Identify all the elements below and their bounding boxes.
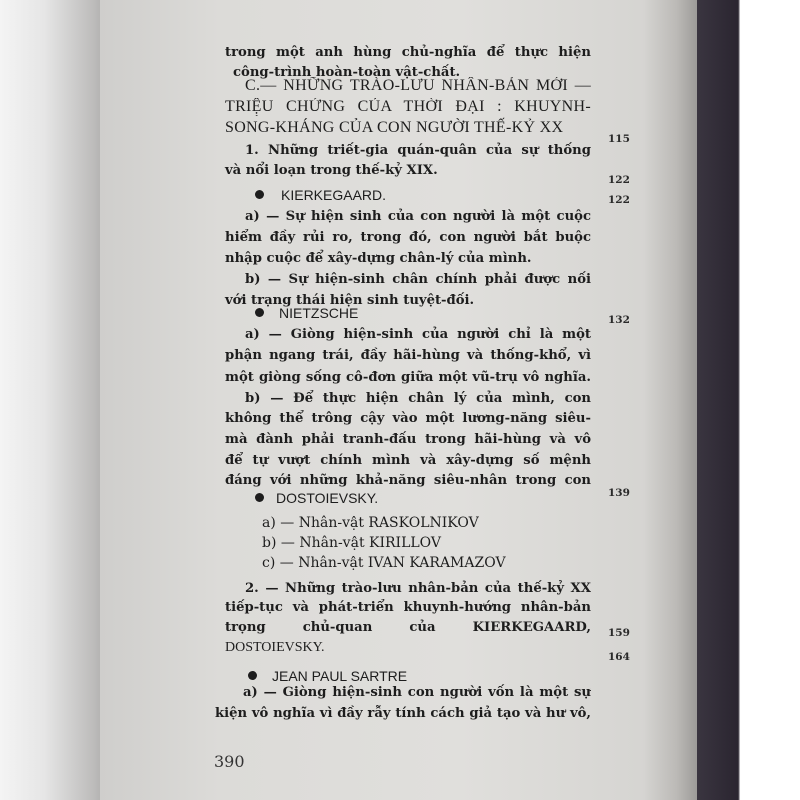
page-number-ref: 122	[608, 194, 630, 206]
text-line: a) — Sự hiện sinh của con người là một cuộc	[245, 209, 591, 224]
author-heading-nietzsche: NIETZSCHE	[279, 305, 359, 321]
text-line: a) — Giòng hiện-sinh con người vốn là một sự	[243, 685, 591, 700]
author-heading-dostoievsky: DOSTOIEVSKY.	[276, 490, 379, 506]
author-heading-sartre: JEAN PAUL SARTRE	[272, 668, 408, 684]
text-line: tiếp-tục và phát-triển khuynh-hướng nhân-bản	[225, 600, 591, 615]
text-line: để tự vượt chính mình và xây-dựng số mệnh	[225, 453, 591, 468]
text-line: b) — Sự hiện-sinh chân chính phải được nối	[245, 272, 591, 287]
page-footer-number: 390	[214, 752, 245, 771]
page-number-ref: 122	[608, 174, 630, 186]
text-line: kiện vô nghĩa vì đầy rẫy tính cách giả tạo và hư vô,	[215, 706, 591, 721]
bullet-icon	[255, 308, 264, 317]
page-number-ref: 159	[608, 627, 630, 639]
text-line: trong một anh hùng chủ-nghĩa để thực hiện	[225, 45, 591, 60]
bullet-icon	[255, 190, 264, 199]
sub-item: a) — Nhân-vật RASKOLNIKOV	[262, 515, 479, 531]
bullet-icon	[248, 671, 257, 680]
text-line: và nổi loạn trong thế-kỷ XIX.	[225, 163, 438, 178]
book-binding	[697, 0, 800, 800]
text-line: không thể trông cậy vào một lương-năng siêu-	[225, 411, 591, 426]
page-number-ref: 139	[608, 487, 630, 499]
text-line: DOSTOIEVSKY.	[225, 640, 325, 655]
text-line: 2. — Những trào-lưu nhân-bản của thế-kỷ XX	[245, 581, 591, 596]
text-line: mà đành phải tranh-đấu trong hãi-hùng và vô	[225, 432, 591, 447]
text-line: phận ngang trái, đầy hãi-hùng và thống-khổ, vì	[225, 348, 591, 363]
page-number-ref: 115	[608, 133, 630, 145]
text-line: hiểm đầy rủi ro, trong đó, con người bắt buộc	[225, 230, 591, 245]
text-line: b) — Để thực hiện chân lý của mình, con	[245, 391, 591, 406]
page-edges	[645, 0, 697, 800]
author-heading-kierkegaard: KIERKEGAARD.	[281, 187, 387, 203]
sub-item: b) — Nhân-vật KIRILLOV	[262, 535, 442, 551]
section-heading: C.— NHỮNG TRÀO-LƯU NHÂN-BẢN MỚI —	[245, 77, 591, 94]
page-number-ref: 132	[608, 314, 630, 326]
bullet-icon	[255, 493, 264, 502]
text-line: với trạng thái hiện sinh tuyệt-đối.	[225, 293, 475, 308]
section-heading: TRIỆU CHỨNG CỦA THỜI ĐẠI : KHUYNH-	[225, 98, 591, 115]
text-line: công-trình hoàn-toàn vật-chất.	[233, 65, 461, 80]
text-line: 1. Những triết-gia quán-quân của sự thống	[245, 143, 591, 158]
text-line: a) — Giòng hiện-sinh của người chỉ là một	[245, 327, 591, 342]
left-background	[0, 0, 110, 800]
text-line: đáng với những khả-năng siêu-nhân trong con	[225, 473, 591, 488]
text-line: một giòng sống cô-đơn giữa một vũ-trụ vô nghĩa.	[225, 370, 591, 385]
text-line: trọng chủ-quan của KIERKEGAARD,	[225, 620, 591, 635]
text-line: nhập cuộc để xây-dựng chân-lý của mình.	[225, 251, 532, 266]
section-heading: SONG-KHÁNG CỦA CON NGƯỜI THẾ-KỶ XX	[225, 119, 564, 136]
sub-item: c) — Nhân-vật IVAN KARAMAZOV	[262, 555, 506, 571]
page-number-ref: 164	[608, 651, 630, 663]
